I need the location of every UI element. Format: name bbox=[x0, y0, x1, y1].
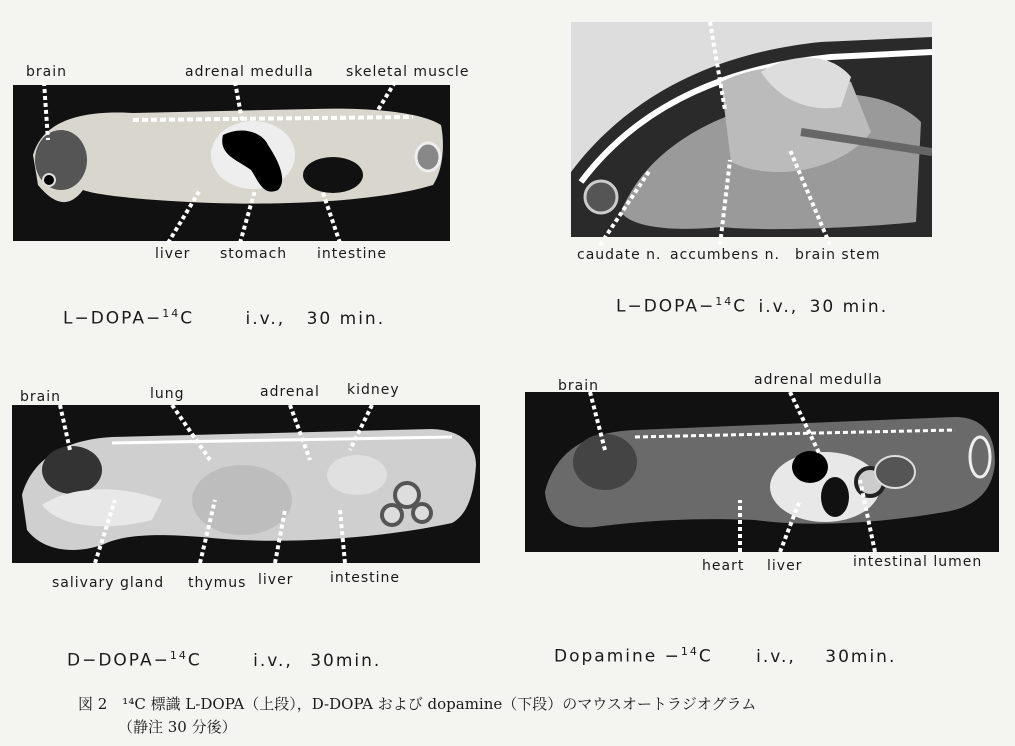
autoradiogram-l-dopa-whole-body bbox=[13, 85, 450, 241]
label-liver-c: liver bbox=[258, 572, 294, 588]
title-a-time: 30 min. bbox=[306, 308, 386, 329]
label-adrenal-c: adrenal bbox=[260, 384, 320, 400]
title-b-time: 30 min. bbox=[809, 296, 889, 317]
title-a-element: C bbox=[180, 308, 195, 329]
autoradiogram-d-dopa-whole-body bbox=[12, 405, 480, 563]
label-kidney-c: kidney bbox=[347, 382, 400, 398]
label-stomach-a: stomach bbox=[220, 246, 288, 262]
title-panel-d bbox=[554, 645, 896, 667]
label-intestine-a: intestine bbox=[317, 246, 388, 262]
whole-body-section-c bbox=[12, 405, 480, 563]
label-adrenal-medulla-a: adrenal medulla bbox=[185, 64, 314, 80]
title-b-element: C bbox=[733, 296, 748, 317]
title-a-route: i.v., bbox=[245, 308, 286, 329]
label-brain-stem: brain stem bbox=[795, 247, 881, 263]
title-c-time: 30min. bbox=[310, 650, 382, 671]
label-salivary-gland: salivary gland bbox=[52, 575, 165, 591]
label-caudate: caudate n. bbox=[577, 247, 662, 263]
title-panel-c bbox=[67, 649, 381, 671]
label-brain-d: brain bbox=[558, 378, 599, 394]
figure-caption-line1: 図 2 ¹⁴C 標識 L-DOPA（上段），D-DOPA および dopamine（下段）のマウスオートラジオグラム bbox=[78, 695, 757, 713]
autoradiogram-dopamine-whole-body bbox=[525, 392, 999, 552]
title-b-route: i.v., bbox=[758, 296, 799, 317]
label-brain-a: brain bbox=[26, 64, 67, 80]
title-panel-a bbox=[63, 307, 385, 329]
brain-section-b bbox=[571, 22, 932, 237]
title-d-element: C bbox=[698, 646, 713, 667]
title-c-element: C bbox=[187, 650, 202, 671]
label-liver-a: liver bbox=[155, 246, 191, 262]
label-brain-c: brain bbox=[20, 389, 61, 405]
label-intestine-c: intestine bbox=[330, 570, 401, 586]
label-intestinal-lumen: intestinal lumen bbox=[853, 554, 983, 570]
figure-caption-line2: （静注 30 分後） bbox=[118, 718, 237, 736]
title-d-time: 30min. bbox=[825, 646, 897, 667]
title-a-compound: L−DOPA− bbox=[63, 308, 163, 329]
label-liver-d: liver bbox=[767, 558, 803, 574]
title-c-isotope: 14 bbox=[169, 649, 188, 662]
label-lung-c: lung bbox=[150, 386, 185, 402]
whole-body-section-d bbox=[525, 392, 999, 552]
title-a-isotope: 14 bbox=[162, 307, 181, 320]
autoradiogram-l-dopa-brain bbox=[571, 22, 932, 237]
label-skeletal-muscle-a: skeletal muscle bbox=[346, 64, 470, 80]
label-thymus: thymus bbox=[188, 575, 247, 591]
label-adrenal-medulla-d: adrenal medulla bbox=[754, 372, 883, 388]
title-d-isotope: 14 bbox=[680, 645, 699, 658]
title-c-route: i.v., bbox=[253, 650, 293, 671]
title-d-route: i.v., bbox=[756, 646, 796, 667]
title-panel-b bbox=[616, 295, 888, 317]
title-b-compound: L−DOPA− bbox=[616, 296, 716, 317]
whole-body-section-a bbox=[13, 85, 450, 241]
title-c-compound: D−DOPA− bbox=[67, 650, 170, 671]
label-accumbens: accumbens n. bbox=[670, 247, 780, 263]
label-heart-d: heart bbox=[702, 558, 745, 574]
title-d-compound: Dopamine − bbox=[554, 646, 681, 667]
title-b-isotope: 14 bbox=[715, 295, 734, 308]
